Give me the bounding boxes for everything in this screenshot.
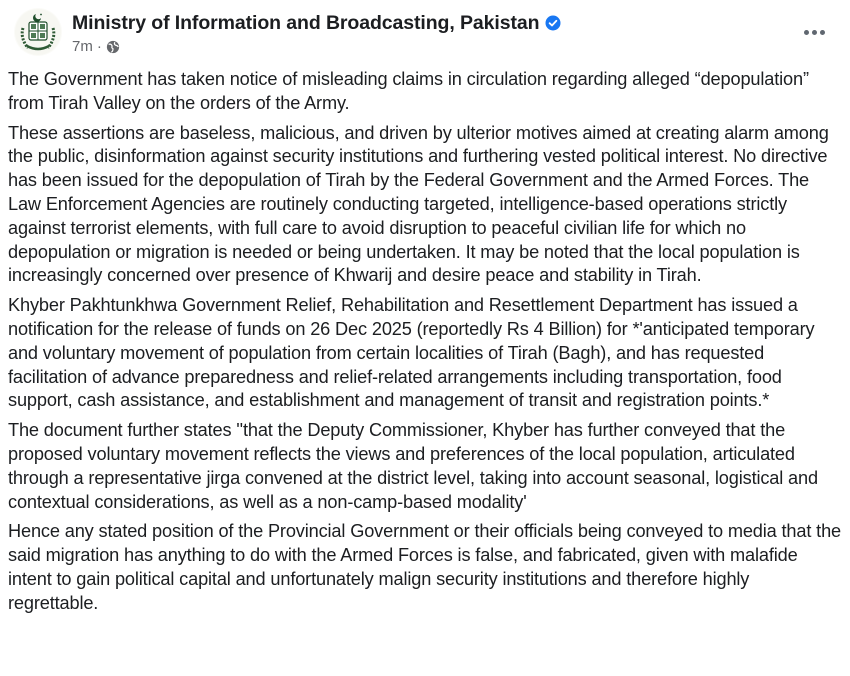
post-paragraph: The Government has taken notice of misleading claims in circulation regarding alleged “depopulation” from Tirah Valley on the orders of the Army. [8, 69, 809, 113]
post-meta [72, 38, 120, 55]
page-name-link[interactable] [72, 12, 561, 35]
more-options-dot [820, 30, 825, 35]
pakistan-state-emblem-icon [14, 8, 62, 56]
post-paragraph: Hence any stated position of the Provincial Government or their officials being conveyed to media that the said migration has anything to do with the Armed Forces is false, and fabricated, given with malafide intent to gain political capital and unfortunately malign security institutions and therefore highly regrettable. [8, 521, 841, 613]
page-avatar[interactable] [14, 8, 62, 56]
page-name: Ministry of Information and Broadcasting, Pakistan [72, 12, 540, 34]
post-timestamp[interactable]: 7m [72, 38, 93, 55]
post-paragraph: These assertions are baseless, malicious, and driven by ulterior motives aimed at creating alarm among the public, disinformation against security institutions and furthering vested political interest. No directive has been issued for the depopulation of Tirah by the Federal Government and the Armed Forces. The Law Enforcement Agencies are routinely conducting targeted, intelligence-based operations strictly against terrorist elements, with full care to avoid disruption to peaceful civilian life for which no depopulation or migration is needed or being undertaken. It may be noted that the local population is increasingly concerned over presence of Khwarij and desire peace and stability in Tirah. [8, 122, 829, 286]
more-options-button[interactable] [800, 22, 828, 42]
verified-badge-icon [545, 15, 561, 31]
post-paragraph: Khyber Pakhtunkhwa Government Relief, Rehabilitation and Resettlement Department has issued a notification for the release of funds on 26 Dec 2025 (reportedly Rs 4 Billion) for *'anticipated temporary and voluntary movement of population from certain localities of Tirah (Bagh), and has requested facilitation of advance preparedness and relief-related arrangements including transportation, food support, cash assistance, and establishment and management of transit and registration points.* [8, 295, 815, 411]
more-options-icon [804, 30, 809, 35]
post-body [8, 68, 842, 616]
meta-separator: · [96, 38, 102, 55]
globe-icon[interactable] [106, 40, 120, 54]
post-paragraph: The document further states ''that the Deputy Commissioner, Khyber has further conveyed that the proposed voluntary movement reflects the views and preferences of the local population, articulated through a representative jirga convened at the district level, taking into account seasonal, logistical and contextual considerations, as well as a non-camp-based modality' [8, 420, 818, 512]
more-options-dot [812, 30, 817, 35]
post-header [8, 0, 842, 68]
